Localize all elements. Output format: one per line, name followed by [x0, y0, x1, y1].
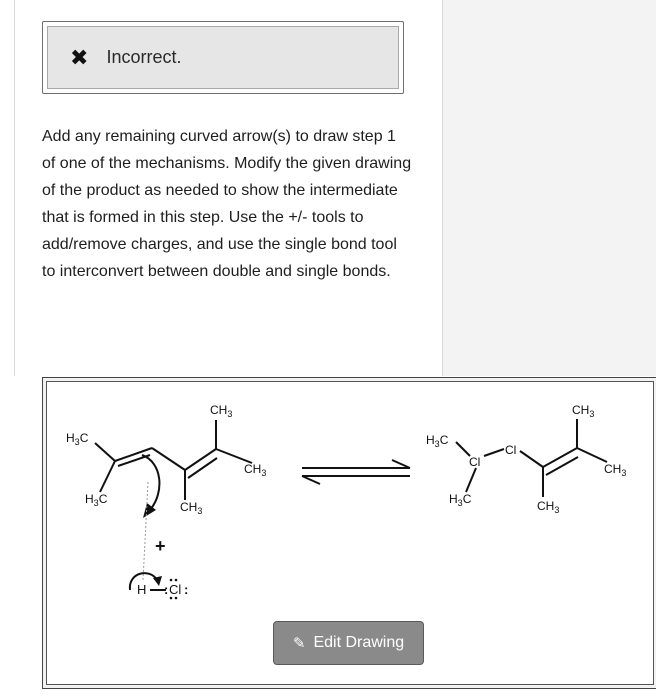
close-x-icon: ✖	[70, 44, 89, 70]
product-ch3-bottom: $CH_3$	[537, 499, 560, 515]
right-background	[442, 0, 656, 376]
product-ch3-right: $CH_3$	[604, 462, 627, 478]
product-cl-upper: Cl	[505, 443, 517, 457]
product-h3c-top: $H_3C$	[426, 433, 449, 449]
reactant-h3c-top: $H_3C$	[66, 431, 89, 447]
reactant-ch3-right: $CH_3$	[244, 462, 267, 478]
feedback-message: Incorrect.	[106, 47, 182, 67]
hcl-cl-atom: Cl	[169, 582, 182, 597]
instructions-text: Add any remaining curved arrow(s) to draw step 1 of one of the mechanisms. Modify the given drawing of the product as needed to show the intermediate that is formed in this step. Use the +/- tools to add/remove charges, and use the single bond tool to interconvert between double and single bonds.	[42, 128, 412, 280]
pencil-icon: ✎	[292, 635, 306, 652]
product-cl-center: Cl	[469, 455, 481, 469]
reactant-h3c-bottom: $H_3C$	[85, 492, 108, 508]
product-h3c-bottom: $H_3C$	[449, 492, 472, 508]
hcl-h-atom: H	[137, 582, 147, 597]
edit-drawing-label: Edit Drawing	[313, 634, 405, 651]
plus-sign: +	[155, 536, 166, 556]
feedback-inner	[47, 26, 399, 89]
reactant-ch3-bottom: $CH_3$	[180, 500, 203, 516]
product-ch3-top: $CH_3$	[572, 403, 595, 419]
hcl-cl-lone-pair-left: :	[164, 582, 169, 597]
edit-drawing-button[interactable]	[273, 621, 424, 665]
feedback-box	[42, 21, 404, 94]
reactant-ch3-top: $CH_3$	[210, 403, 233, 419]
hcl-cl-lone-pair: :	[184, 582, 189, 597]
